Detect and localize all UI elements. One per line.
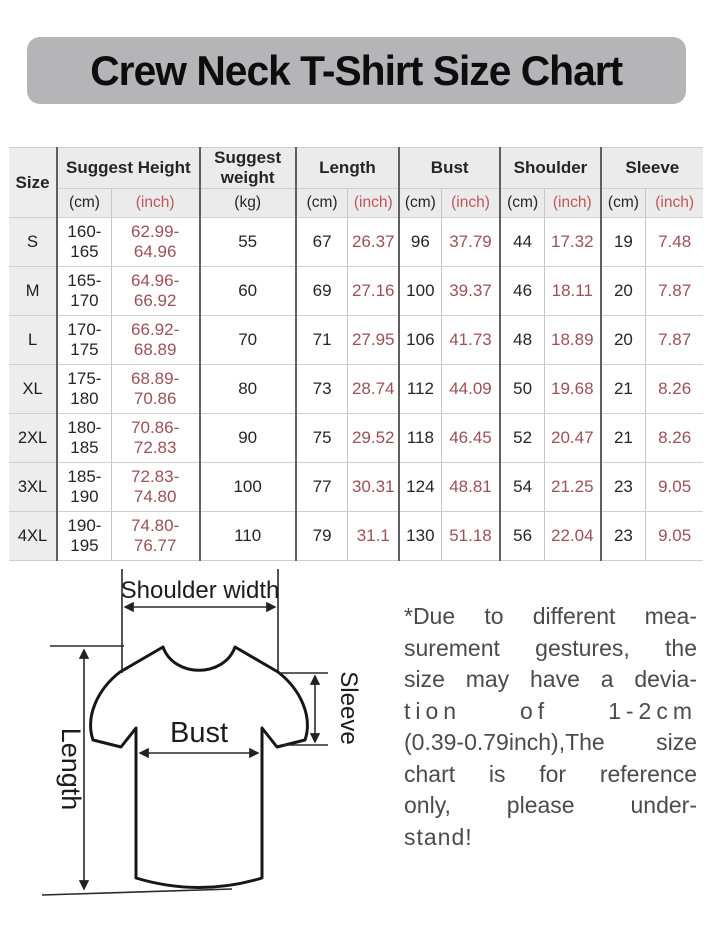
value-cell: 190-195 (57, 512, 111, 561)
size-cell: L (9, 316, 57, 365)
length-label: Length (56, 727, 86, 811)
note-line: (0.39-0.79inch),The size (404, 729, 697, 755)
unit-header: (inch) (111, 189, 199, 218)
value-cell: 17.32 (544, 218, 600, 267)
value-cell: 70 (200, 316, 296, 365)
value-cell: 106 (399, 316, 441, 365)
size-chart-table (9, 147, 703, 561)
table-row (9, 512, 703, 561)
value-cell: 18.89 (544, 316, 600, 365)
shoulder-width-label: Shoulder width (120, 577, 280, 604)
value-cell: 185-190 (57, 463, 111, 512)
table-row (9, 414, 703, 463)
tshirt-measurement-diagram (28, 556, 393, 918)
header-group-row (9, 148, 703, 189)
value-cell: 52 (500, 414, 544, 463)
value-cell: 29.52 (348, 414, 399, 463)
table-row (9, 316, 703, 365)
value-cell: 74.80-76.77 (111, 512, 199, 561)
value-cell: 72.83-74.80 (111, 463, 199, 512)
value-cell: 7.48 (646, 218, 703, 267)
value-cell: 48 (500, 316, 544, 365)
value-cell: 7.87 (646, 267, 703, 316)
value-cell: 26.37 (348, 218, 399, 267)
value-cell: 27.16 (348, 267, 399, 316)
value-cell: 77 (296, 463, 348, 512)
value-cell: 73 (296, 365, 348, 414)
value-cell: 66.92-68.89 (111, 316, 199, 365)
value-cell: 124 (399, 463, 441, 512)
value-cell: 21 (601, 365, 646, 414)
value-cell: 75 (296, 414, 348, 463)
column-header-bust: Bust (399, 148, 500, 189)
table-row (9, 267, 703, 316)
value-cell: 41.73 (441, 316, 500, 365)
value-cell: 44 (500, 218, 544, 267)
value-cell: 67 (296, 218, 348, 267)
note-line: size may have a devia- (404, 666, 697, 692)
value-cell: 54 (500, 463, 544, 512)
note-line: chart is for reference (404, 760, 697, 787)
sleeve-label: Sleeve (335, 671, 362, 745)
unit-header: (kg) (200, 189, 296, 218)
value-cell: 55 (200, 218, 296, 267)
value-cell: 18.11 (544, 267, 600, 316)
value-cell: 110 (200, 512, 296, 561)
value-cell: 20 (601, 316, 646, 365)
length-bottom-guide (42, 889, 232, 895)
value-cell: 48.81 (441, 463, 500, 512)
header-unit-row (9, 189, 703, 218)
value-cell: 60 (200, 267, 296, 316)
value-cell: 165-170 (57, 267, 111, 316)
value-cell: 46.45 (441, 414, 500, 463)
unit-header: (cm) (601, 189, 646, 218)
value-cell: 8.26 (646, 365, 703, 414)
note-line: tion of 1-2cm (404, 697, 697, 724)
value-cell: 180-185 (57, 414, 111, 463)
value-cell: 71 (296, 316, 348, 365)
value-cell: 100 (399, 267, 441, 316)
tshirt-diagram-svg (28, 556, 393, 918)
value-cell: 19.68 (544, 365, 600, 414)
value-cell: 170-175 (57, 316, 111, 365)
value-cell: 19 (601, 218, 646, 267)
size-cell: 2XL (9, 414, 57, 463)
value-cell: 31.1 (348, 512, 399, 561)
value-cell: 30.31 (348, 463, 399, 512)
title-bar (27, 37, 686, 104)
unit-header: (cm) (500, 189, 544, 218)
value-cell: 20.47 (544, 414, 600, 463)
unit-header: (inch) (348, 189, 399, 218)
value-cell: 79 (296, 512, 348, 561)
value-cell: 80 (200, 365, 296, 414)
table-row (9, 218, 703, 267)
value-cell: 46 (500, 267, 544, 316)
value-cell: 28.74 (348, 365, 399, 414)
value-cell: 64.96-66.92 (111, 267, 199, 316)
size-table-body (9, 218, 703, 561)
value-cell: 22.04 (544, 512, 600, 561)
value-cell: 160-165 (57, 218, 111, 267)
column-header-size: Size (9, 148, 57, 218)
value-cell: 70.86-72.83 (111, 414, 199, 463)
size-cell: 4XL (9, 512, 57, 561)
value-cell: 90 (200, 414, 296, 463)
value-cell: 7.87 (646, 316, 703, 365)
value-cell: 39.37 (441, 267, 500, 316)
bust-label: Bust (169, 717, 229, 749)
size-cell: S (9, 218, 57, 267)
unit-header: (inch) (544, 189, 600, 218)
value-cell: 23 (601, 512, 646, 561)
value-cell: 23 (601, 463, 646, 512)
note-line: surement gestures, the (404, 634, 697, 661)
value-cell: 130 (399, 512, 441, 561)
column-header-shoulder: Shoulder (500, 148, 600, 189)
unit-header: (cm) (57, 189, 111, 218)
value-cell: 37.79 (441, 218, 500, 267)
page-title: Crew Neck T-Shirt Size Chart (90, 46, 623, 94)
value-cell: 175-180 (57, 365, 111, 414)
value-cell: 118 (399, 414, 441, 463)
note-line: stand! (404, 823, 473, 850)
size-cell: 3XL (9, 463, 57, 512)
unit-header: (inch) (646, 189, 703, 218)
value-cell: 21.25 (544, 463, 600, 512)
note-line: only, please under- (404, 792, 697, 818)
value-cell: 51.18 (441, 512, 500, 561)
column-header-sleeve: Sleeve (601, 148, 703, 189)
value-cell: 9.05 (646, 512, 703, 561)
value-cell: 68.89-70.86 (111, 365, 199, 414)
value-cell: 69 (296, 267, 348, 316)
value-cell: 44.09 (441, 365, 500, 414)
note-line: *Due to different mea- (404, 603, 697, 629)
column-header-suggest-height: Suggest Height (57, 148, 199, 189)
value-cell: 20 (601, 267, 646, 316)
unit-header: (cm) (399, 189, 441, 218)
value-cell: 50 (500, 365, 544, 414)
size-cell: XL (9, 365, 57, 414)
value-cell: 96 (399, 218, 441, 267)
unit-header: (inch) (441, 189, 500, 218)
tshirt-outline (91, 647, 308, 888)
column-header-length: Length (296, 148, 399, 189)
value-cell: 100 (200, 463, 296, 512)
table-row (9, 365, 703, 414)
value-cell: 21 (601, 414, 646, 463)
size-cell: M (9, 267, 57, 316)
value-cell: 112 (399, 365, 441, 414)
unit-header: (cm) (296, 189, 348, 218)
value-cell: 8.26 (646, 414, 703, 463)
value-cell: 27.95 (348, 316, 399, 365)
value-cell: 9.05 (646, 463, 703, 512)
value-cell: 56 (500, 512, 544, 561)
table-row (9, 463, 703, 512)
value-cell: 62.99-64.96 (111, 218, 199, 267)
column-header-suggest-weight: Suggest weight (200, 148, 296, 189)
measurement-disclaimer (404, 601, 697, 853)
